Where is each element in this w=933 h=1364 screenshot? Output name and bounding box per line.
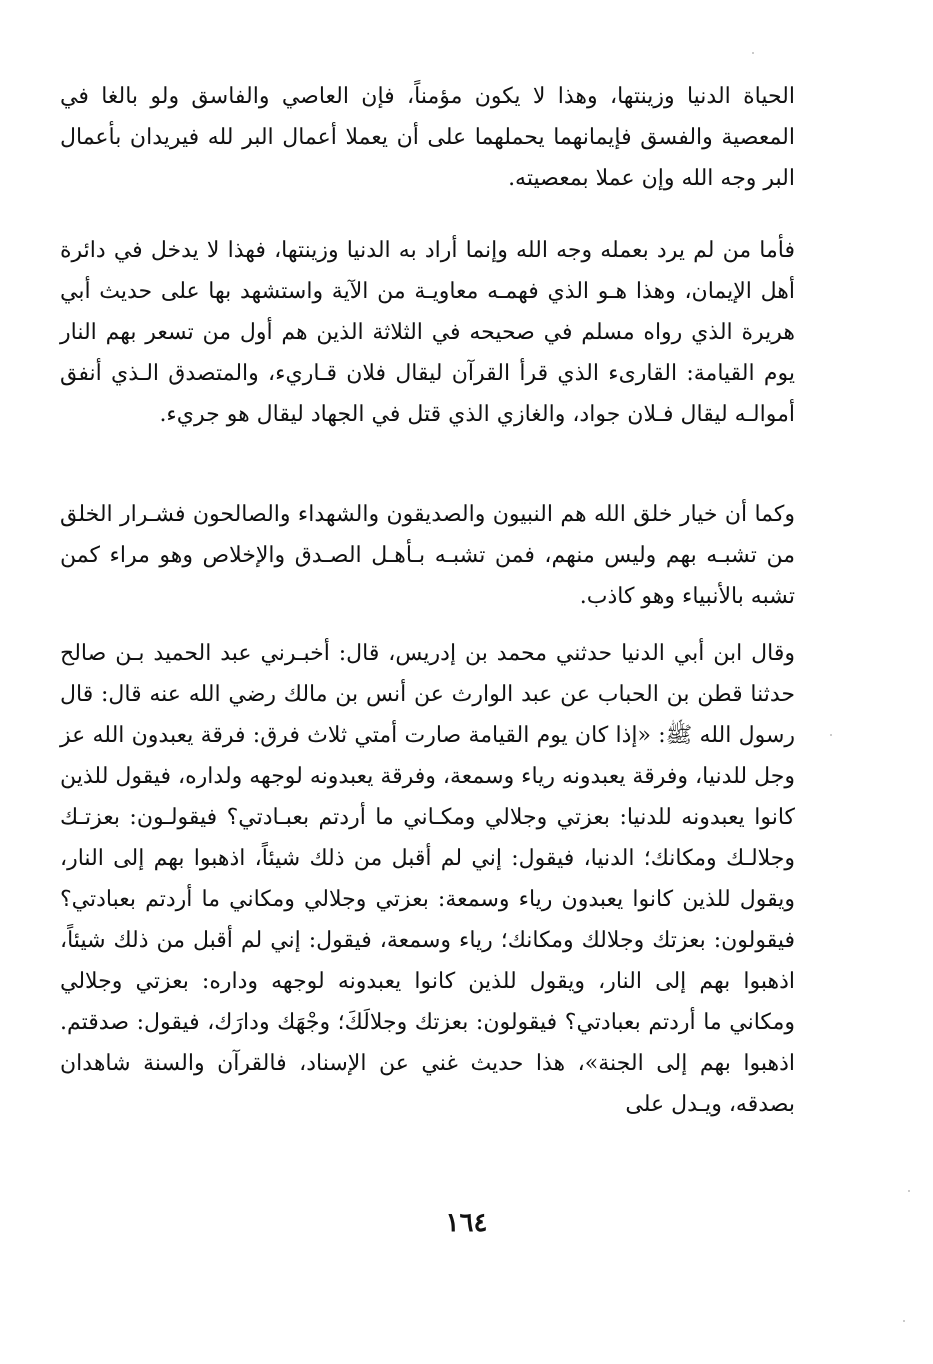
paragraph-2: فأما من لم يرد بعمله وجه الله وإنما أراد به الدنيا وزينتها، فهذا لا يدخل في دائرة أهل الإيمان، وهذا هـو الذي فهمـه معاويـة من الآية واستشهد بها على حديث أبي هريرة الذي رواه مسلم في صحيحه في الثلاثة الذين هم أول من تسعر بهم النار يوم القيامة: القارىء الذي قرأ القرآن ليقال فلان قـاريء، والمتصدق الـذي أنفق أموالـه ليقال فـلان جواد، والغازي الذي قتل في الجهاد ليقال هو جريء. bbox=[60, 238, 795, 427]
scan-speck bbox=[830, 734, 832, 736]
scan-speck bbox=[903, 1320, 905, 1322]
scan-speck bbox=[752, 52, 754, 54]
paragraph-4: وقال ابن أبي الدنيا حدثني محمد بن إدريس، قال: أخبـرني عبد الحميد بـن صالح حدثنا قطن بن الحباب عن عبد الوارث عن أنس بن مالك رضي الله عنه قال: قال رسول الله ﷺ: «إذا كان يوم القيامة صارت أمتي ثلاث فرق: فرقة يعبدون الله عز وجل للدنيا، وفرقة يعبدونه رياء وسمعة، وفرقة يعبدونه لوجهه ولداره، فيقول للذين كانوا يعبدونه للدنيا: بعزتي وجلالي ومكـاني ما أردتم بعبـادتي؟ فيقولـون: بعزتـك وجلالـك ومكانك؛ الدنيا، فيقول: إني لم أقبل من ذلك شيئاً، اذهبوا بهم إلى النار، ويقول للذين كانوا يعبدون رياء وسمعة: بعزتي وجلالي ومكاني ما أردتم بعبادتي؟ فيقولون: بعزتك وجلالك ومكانك؛ رياء وسمعة، فيقول: إني لم أقبل من ذلك شيئاً، اذهبوا بهم إلى النار، ويقول للذين كانوا يعبدونه لوجهه وداره: بعزتي وجلالي ومكاني ما أردتم بعبادتي؟ فيقولون: بعزتك وجلالَكَ؛ وجْهَك ودارَك، فيقول: صدقتم. اذهبوا بهم إلى الجنة»، هذا حديث غني عن الإسناد، فالقرآن والسنة شاهدان بصدقه، ويـدل على bbox=[60, 641, 795, 1117]
paragraph-3: وكما أن خيار خلق الله هم النبيون والصديقون والشهداء والصالحون فشـرار الخلق من تشبـه بهم وليس منهم، فمن تشبـه بـأهـل الصـدق والإخلاص وهو مراء كمن تشبه بالأنبياء وهو كاذب. bbox=[60, 502, 795, 609]
paragraph-1: الحياة الدنيا وزينتها، وهذا لا يكون مؤمناً، فإن العاصي والفاسق ولو بالغا في المعصية والفسق فإيمانهما يحملهما على أن يعملا أعمال البر لله فيريدان بأعمال البر وجه الله وإن عملا بمعصيته. bbox=[60, 84, 795, 191]
scan-speck bbox=[908, 1190, 910, 1192]
page-number: ١٦٤ bbox=[445, 1208, 488, 1238]
